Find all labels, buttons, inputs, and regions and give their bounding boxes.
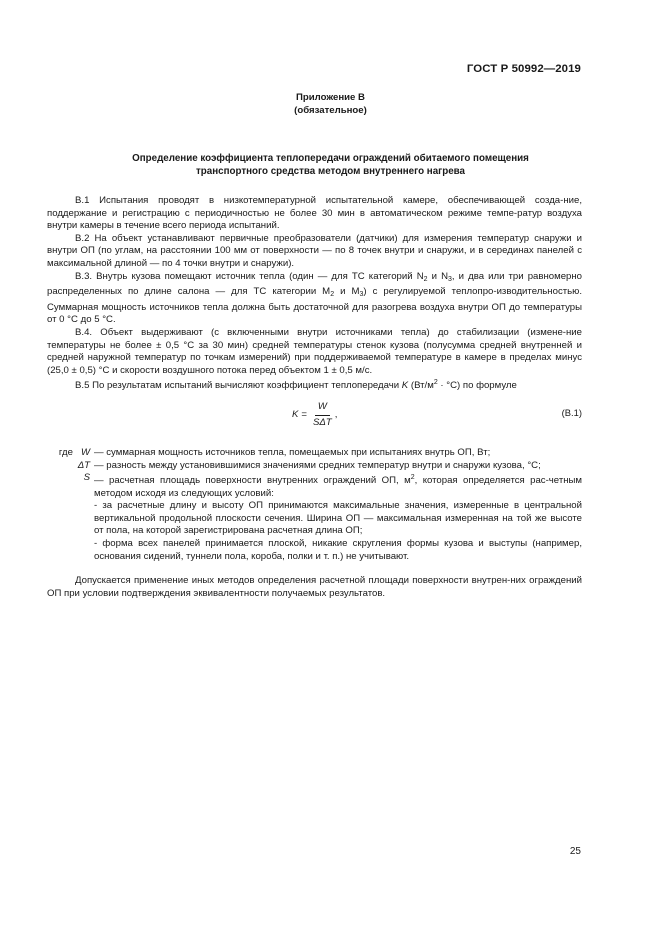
where-symbol-s: S	[83, 472, 90, 484]
where-symbol-cell-s	[47, 472, 94, 563]
formula-fraction	[313, 401, 332, 429]
formula-expression	[292, 401, 337, 429]
standard-header: ГОСТ Р 50992—2019	[466, 63, 581, 75]
formula-denominator: SΔT	[313, 416, 332, 428]
section-title-line2: транспортного средства методом внутреннего нагрева	[195, 165, 466, 177]
paragraph-b4: В.4. Объект выдерживают (с включенными внутри источниками тепла) до стабилизации (измене-ние температуры не более ± 0,5 °С за 30 мин) средней температуры стенок кузова (полусумма средней внутренней и средней наружной температур по точкам измерений) при поддерживаемой температуре в камере в пределах минус (25,0 ± 0,5) °С и скорости воздушного потока перед объектом 1 ± 0,5 м/с.	[47, 326, 582, 376]
condition-item-1: - за расчетные длину и высоту ОП принимаются максимальные значения, измеренные в центральной вертикальной продольной плоскости сечения. Ширина ОП — максимальная измеренная на той же высоте от пола, на которой зарегистрирована расчетная длина ОП;	[94, 500, 582, 537]
where-desc-w: — суммарная мощность источников тепла, помещаемых при испытаниях внутрь ОП, Вт;	[94, 446, 491, 458]
paragraph-b2: В.2 На объект устанавливают первичные преобразователи (датчики) для измерения температур снаружи и внутри ОП (по углам, на расстоянии 100 мм от поверхности — по 8 точек внутри и снаружи, и в серединах панелей с максимальной длиной — по 4 точки внутри и снаружи).	[47, 232, 582, 269]
where-desc-s-a: — расчетная площадь поверхности внутренних ограждений ОП, м	[94, 475, 411, 487]
p3-text-e: ) с регулируемой теплопро-изводительностью. Суммарная мощность источников тепла должна быть достаточной для разогрева воздуха внутри ОП до температуры от 0 °С до 5 °С.	[47, 286, 582, 326]
where-desc-dt: — разность между установившимися значениями средних температур внутри и снаружи кузова, °С;	[94, 459, 541, 471]
paragraph-closing: Допускается применение иных методов определения расчетной площади поверхности внутрен-них ограждений ОП при условии подтверждения эквивалентности получаемых результатов.	[47, 575, 582, 599]
appendix-title: Приложение В	[296, 92, 365, 103]
formula-equals: =	[301, 408, 308, 420]
p3-text-a: В.3. Внутрь кузова помещают источник тепла (один — для ТС категорий N	[75, 270, 424, 282]
p3-text-b: и N	[427, 270, 449, 282]
p5-sup: 2	[433, 379, 438, 387]
where-label: где	[58, 446, 73, 458]
formula-numerator: W	[315, 401, 330, 416]
where-desc-s-b: , которая определяется рас-четным методом исходя из следующих условий:	[94, 475, 583, 499]
p5-text-c: · °С) по формуле	[437, 380, 517, 392]
paragraph-b1: В.1 Испытания проводят в низкотемпературной испытательной камере, обеспечивающей созда-ние, поддержание и регистрацию с периодичностью не более 30 мин в автоматическом режиме темпе-ратур воздуха внутри камеры в течение всего периода испытаний.	[47, 195, 582, 232]
p5-text-a: В.5 По результатам испытаний вычисляют коэффициент теплопередачи	[75, 380, 402, 392]
where-label-cell	[47, 447, 94, 460]
appendix-heading	[0, 92, 661, 117]
where-desc-s-sup: 2	[410, 474, 415, 482]
appendix-status: (обязательное)	[294, 104, 367, 116]
paragraph-b5	[47, 377, 582, 393]
section-title-line1: Определение коэффициента теплопередачи ограждений обитаемого помещения	[132, 153, 529, 164]
paragraph-b3	[47, 271, 582, 327]
where-symbol-cell-dt	[47, 460, 94, 473]
section-title	[60, 153, 601, 178]
p3-sub-4: 3	[359, 291, 364, 299]
where-list	[47, 447, 582, 563]
where-desc-s	[94, 472, 582, 563]
formula-lhs: K	[292, 408, 299, 420]
formula-trailing-comma: ,	[334, 408, 338, 420]
where-symbol-dt: ΔT	[77, 459, 90, 471]
condition-item-2: - форма всех панелей принимается плоской, никакие скругления формы кузова и выступы (например, основания сидений, туннели пола, короба, полки и т. п.) не учитывают.	[94, 538, 582, 562]
formula-b1	[47, 397, 582, 441]
page-number: 25	[569, 846, 581, 857]
p3-sub-3: 2	[330, 291, 335, 299]
p3-text-d: и M	[334, 286, 360, 298]
p3-sub-1: 2	[423, 275, 428, 283]
p5-variable-k: K	[401, 380, 409, 392]
p3-text-c: , и два или три равномерно распределенных по длине салона — для ТС категории M	[47, 270, 583, 298]
document-body	[47, 195, 582, 600]
where-symbol-w: W	[80, 446, 90, 458]
p5-text-b: (Вт/м	[408, 380, 434, 392]
formula-number: (В.1)	[561, 406, 582, 418]
p3-sub-2: 3	[448, 275, 452, 283]
